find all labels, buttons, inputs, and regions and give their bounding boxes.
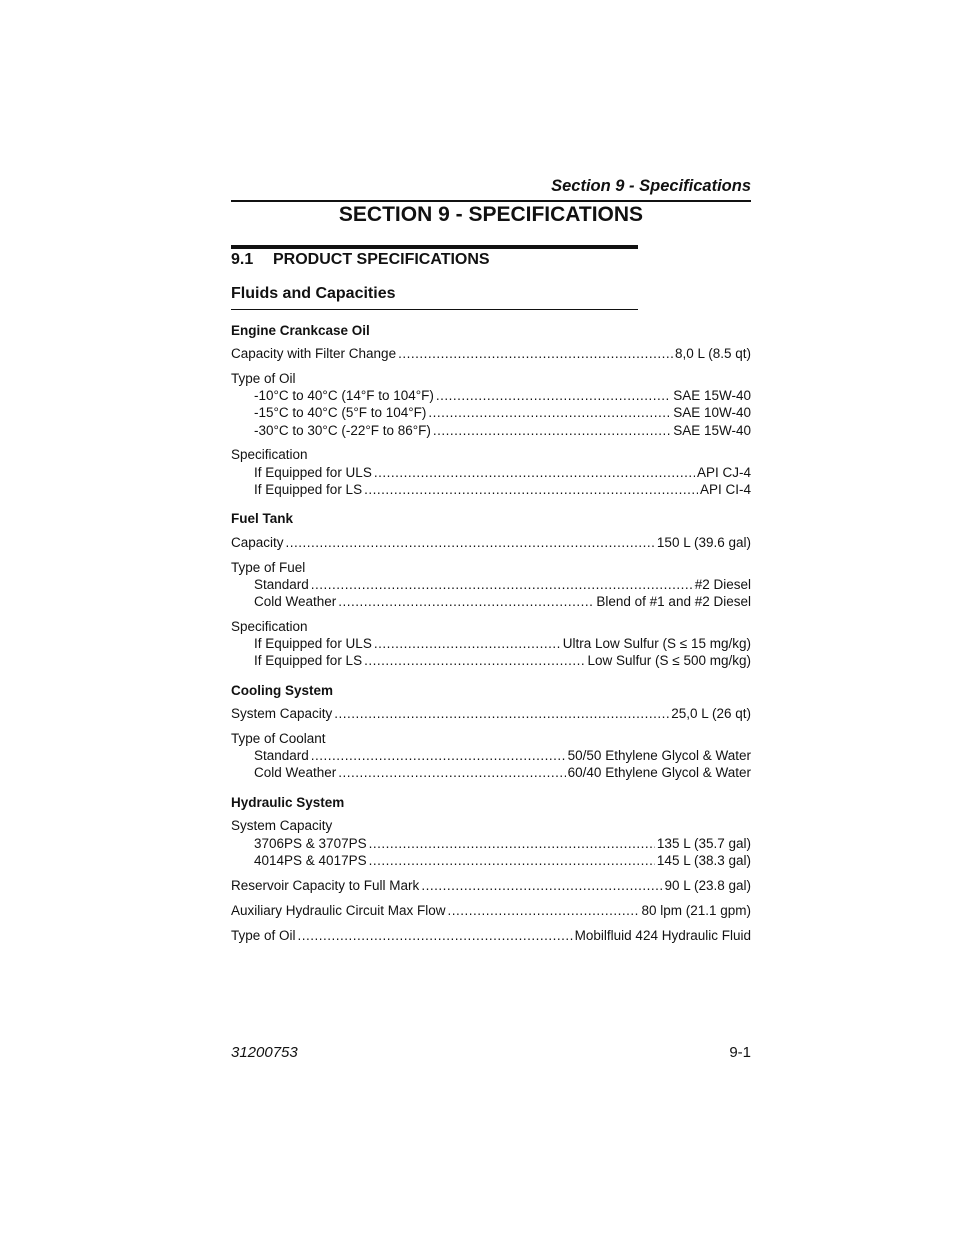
spec-label: Auxiliary Hydraulic Circuit Max Flow bbox=[231, 903, 446, 918]
spec-label: Capacity with Filter Change bbox=[231, 346, 397, 361]
section-rule bbox=[231, 245, 638, 249]
spec-value: SAE 10W-40 bbox=[673, 405, 751, 420]
leader-dots bbox=[421, 877, 662, 894]
spec-value: Low Sulfur (S ≤ 500 mg/kg) bbox=[587, 653, 751, 668]
engine-type-row bbox=[254, 404, 751, 421]
leader-dots bbox=[338, 764, 565, 781]
spec-value: 25,0 L (26 qt) bbox=[671, 706, 751, 721]
leader-dots bbox=[364, 652, 585, 669]
spec-value: 90 L (23.8 gal) bbox=[664, 878, 751, 893]
spec-label: Standard bbox=[254, 577, 309, 592]
hydraulic-capacity-label: System Capacity bbox=[231, 818, 333, 833]
engine-heading: Engine Crankcase Oil bbox=[231, 323, 370, 338]
leader-dots bbox=[338, 593, 594, 610]
spec-label: -15°C to 40°C (5°F to 104°F) bbox=[254, 405, 427, 420]
leader-dots bbox=[298, 927, 573, 944]
engine-spec-label: Specification bbox=[231, 447, 308, 462]
spec-value: SAE 15W-40 bbox=[673, 423, 751, 438]
spec-value: 135 L (35.7 gal) bbox=[656, 836, 751, 851]
leader-dots bbox=[428, 404, 671, 421]
fuel-type-label: Type of Fuel bbox=[231, 560, 306, 575]
fuel-type-row bbox=[254, 576, 751, 593]
hydraulic-oil-row bbox=[231, 927, 751, 944]
fuel-capacity-row bbox=[231, 534, 751, 551]
engine-spec-row bbox=[254, 464, 751, 481]
spec-label: -10°C to 40°C (14°F to 104°F) bbox=[254, 388, 434, 403]
spec-value: Blend of #1 and #2 Diesel bbox=[596, 594, 751, 609]
hydraulic-reservoir-row bbox=[231, 877, 751, 894]
fuel-spec-row bbox=[254, 652, 751, 669]
fuel-heading: Fuel Tank bbox=[231, 511, 294, 526]
leader-dots bbox=[374, 464, 695, 481]
engine-type-label: Type of Oil bbox=[231, 371, 296, 386]
spec-value: #2 Diesel bbox=[694, 577, 751, 592]
spec-label: If Equipped for ULS bbox=[254, 636, 372, 651]
cooling-type-row bbox=[254, 764, 751, 781]
spec-value: API CJ-4 bbox=[696, 465, 751, 480]
fuel-type-row bbox=[254, 593, 751, 610]
cooling-type-row bbox=[254, 747, 751, 764]
spec-label: Capacity bbox=[231, 535, 284, 550]
spec-value: 80 lpm (21.1 gpm) bbox=[641, 903, 751, 918]
engine-capacity-row bbox=[231, 345, 751, 362]
spec-value: SAE 15W-40 bbox=[673, 388, 751, 403]
engine-type-row bbox=[254, 422, 751, 439]
spec-label: Standard bbox=[254, 748, 309, 763]
engine-type-row bbox=[254, 387, 751, 404]
leader-dots bbox=[369, 852, 655, 869]
spec-label: 3706PS & 3707PS bbox=[254, 836, 367, 851]
cooling-heading: Cooling System bbox=[231, 683, 334, 698]
engine-spec-row bbox=[254, 481, 751, 498]
hydraulic-aux-flow-row bbox=[231, 902, 751, 919]
leader-dots bbox=[398, 345, 673, 362]
cooling-type-label: Type of Coolant bbox=[231, 731, 326, 746]
leader-dots bbox=[448, 902, 640, 919]
spec-label: If Equipped for ULS bbox=[254, 465, 372, 480]
document-number: 31200753 bbox=[231, 1044, 298, 1061]
fuel-spec-row bbox=[254, 635, 751, 652]
hydraulic-capacity-row bbox=[254, 852, 751, 869]
subsection-title bbox=[231, 251, 490, 269]
hydraulic-capacity-row bbox=[254, 835, 751, 852]
spec-label: If Equipped for LS bbox=[254, 653, 363, 668]
leader-dots bbox=[286, 534, 655, 551]
spec-value: Mobilfluid 424 Hydraulic Fluid bbox=[574, 928, 751, 943]
hydraulic-heading: Hydraulic System bbox=[231, 795, 345, 810]
document-page bbox=[231, 0, 751, 1235]
header-rule bbox=[231, 200, 751, 202]
page-number: 9-1 bbox=[729, 1044, 751, 1061]
spec-label: 4014PS & 4017PS bbox=[254, 853, 367, 868]
running-header: Section 9 - Specifications bbox=[551, 177, 751, 195]
spec-value: 145 L (38.3 gal) bbox=[656, 853, 751, 868]
leader-dots bbox=[433, 422, 671, 439]
leader-dots bbox=[369, 835, 655, 852]
spec-label: System Capacity bbox=[231, 706, 333, 721]
section-title: SECTION 9 - SPECIFICATIONS bbox=[338, 203, 644, 226]
leader-dots bbox=[364, 481, 698, 498]
spec-label: Cold Weather bbox=[254, 594, 337, 609]
fluids-heading: Fluids and Capacities bbox=[231, 285, 396, 302]
leader-dots bbox=[311, 576, 693, 593]
spec-value: 50/50 Ethylene Glycol & Water bbox=[567, 748, 751, 763]
leader-dots bbox=[436, 387, 671, 404]
spec-value: 60/40 Ethylene Glycol & Water bbox=[567, 765, 751, 780]
subsection-label: PRODUCT SPECIFICATIONS bbox=[273, 251, 490, 268]
leader-dots bbox=[311, 747, 566, 764]
spec-label: If Equipped for LS bbox=[254, 482, 363, 497]
cooling-capacity-row bbox=[231, 705, 751, 722]
subsection-number: 9.1 bbox=[231, 251, 254, 268]
spec-label: Type of Oil bbox=[231, 928, 296, 943]
spec-value: API CI-4 bbox=[699, 482, 751, 497]
spec-label: -30°C to 30°C (-22°F to 86°F) bbox=[254, 423, 431, 438]
spec-value: Ultra Low Sulfur (S ≤ 15 mg/kg) bbox=[562, 636, 751, 651]
spec-label: Cold Weather bbox=[254, 765, 337, 780]
fluids-rule bbox=[231, 309, 638, 310]
spec-value: 150 L (39.6 gal) bbox=[656, 535, 751, 550]
leader-dots bbox=[334, 705, 669, 722]
spec-label: Reservoir Capacity to Full Mark bbox=[231, 878, 420, 893]
spec-value: 8,0 L (8.5 qt) bbox=[674, 346, 751, 361]
leader-dots bbox=[374, 635, 561, 652]
fuel-spec-label: Specification bbox=[231, 619, 308, 634]
